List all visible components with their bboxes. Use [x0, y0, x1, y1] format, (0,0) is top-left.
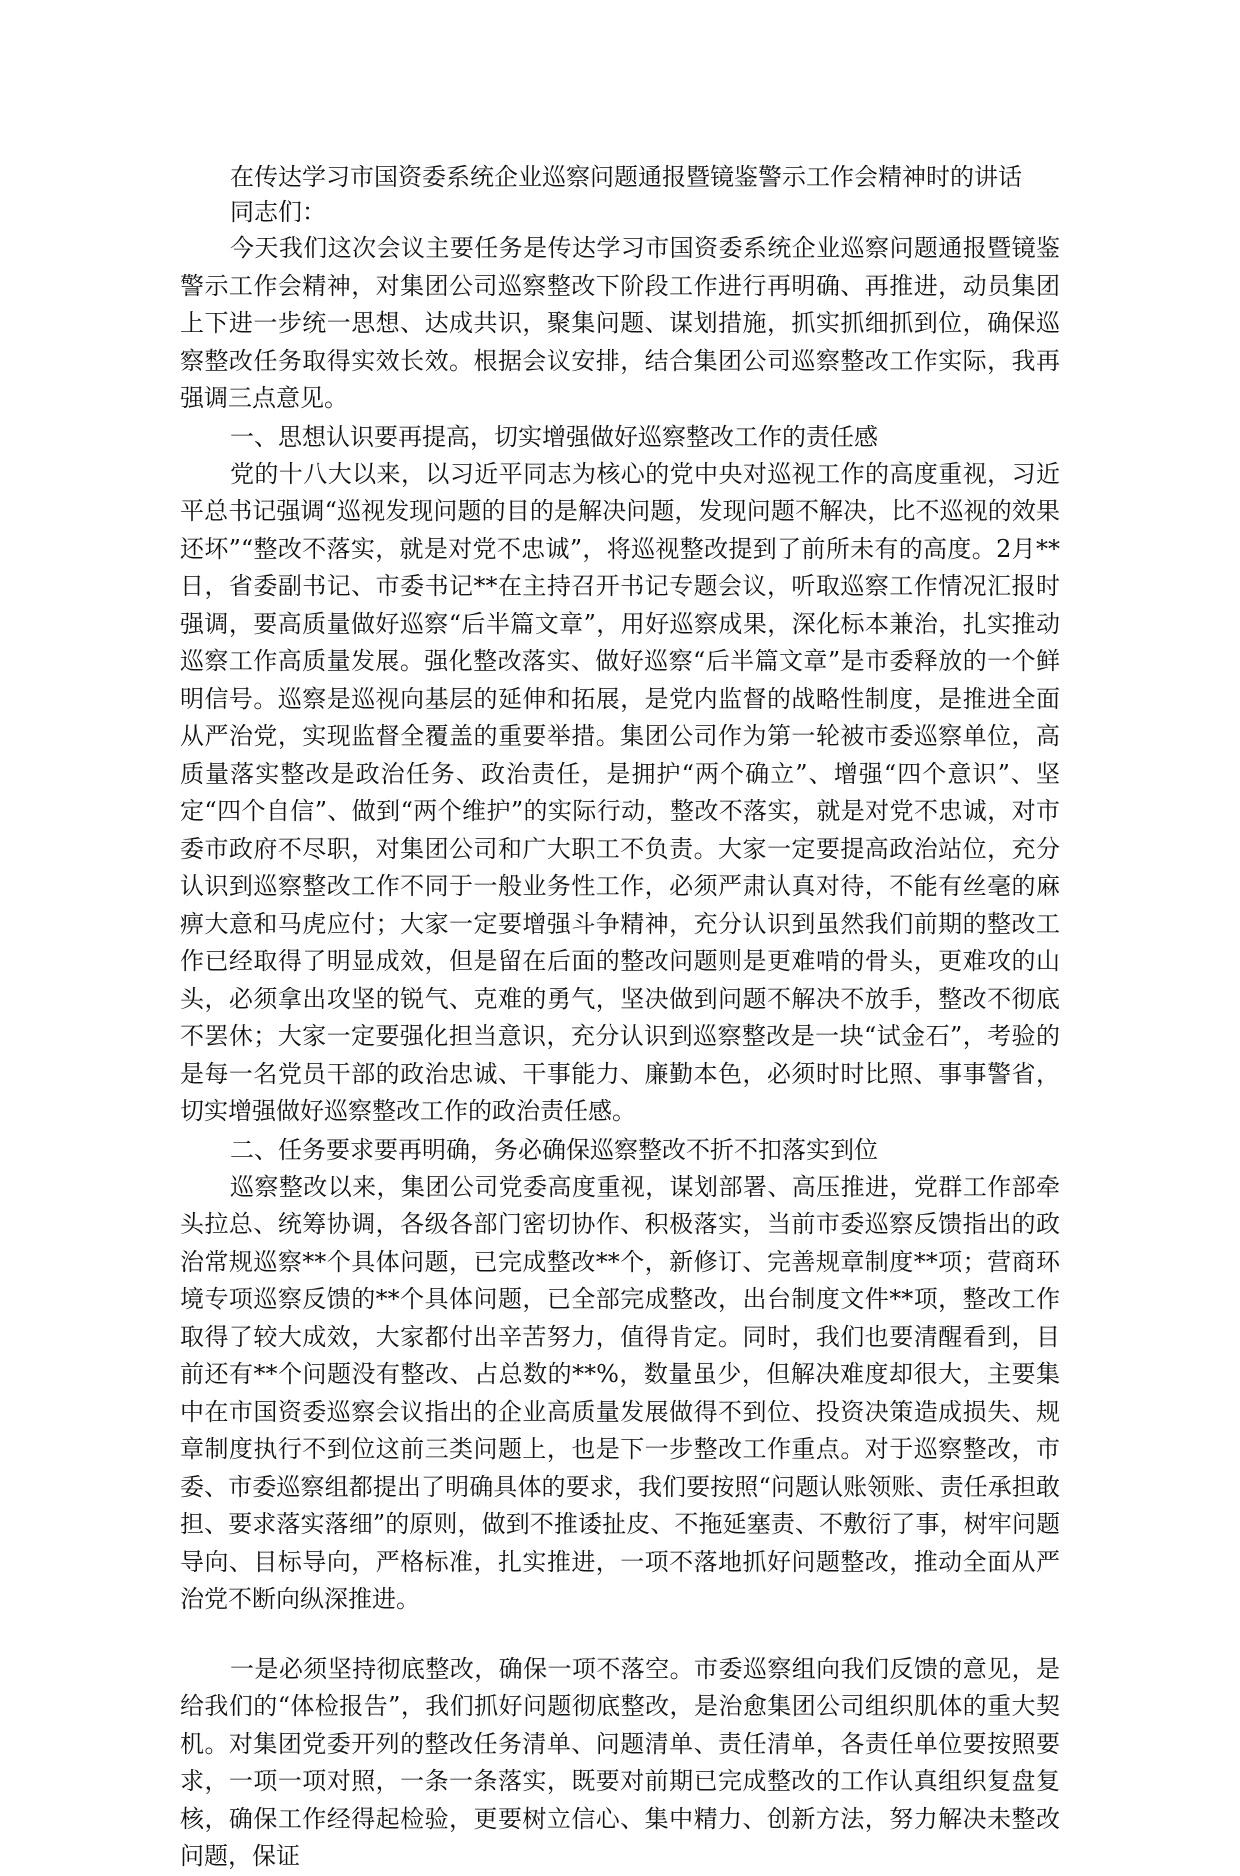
greeting: 同志们：: [230, 198, 326, 226]
document-title: 在传达学习市国资委系统企业巡察问题通报暨镜鉴警示工作会精神时的讲话: [230, 163, 1022, 191]
intro-paragraph: 今天我们这次会议主要任务是传达学习市国资委系统企业巡察问题通报暨镜鉴警示工作会精神，对集团公司巡察整改下阶段工作进行再明确、再推进，动员集团上下进一步统一思想、达成共识，聚集问题、谋划措施，抓实抓细抓到位，确保巡察整改任务取得实效长效。根据会议安排，结合集团公司巡察整改工作实际，我再强调三点意见。: [180, 234, 1060, 412]
section-2-paragraph: 巡察整改以来，集团公司党委高度重视，谋划部署、高压推进，党群工作部牵头拉总、统筹协调，各级各部门密切协作、积极落实，当前市委巡察反馈指出的政治常规巡察**个具体问题，已完成整改**个，新修订、完善规章制度**项；营商环境专项巡察反馈的**个具体问题，已全部完成整改，出台制度文件**项，整改工作取得了较大成效，大家都付出辛苦努力，值得肯定。同时，我们也要清醒看到，目前还有**个问题没有整改、占总数的**%，数量虽少，但解决难度却很大，主要集中在市国资委巡察会议指出的企业高质量发展做得不到位、投资决策造成损失、规章制度执行不到位这前三类问题上，也是下一步整改工作重点。对于巡察整改，市委、市委巡察组都提出了明确具体的要求，我们要按照“问题认账领账、责任承担敢担、要求落实落细”的原则，做到不推诿扯皮、不拖延塞责、不敷衍了事，树牢问题导向、目标导向，严格标准，扎实推进，一项不落地抓好问题整改，推动全面从严治党不断向纵深推进。: [180, 1172, 1060, 1613]
point-1-paragraph: 一是必须坚持彻底整改，确保一项不落空。市委巡察组向我们反馈的意见，是给我们的“体检报告”，我们抓好问题彻底整改，是治愈集团公司组织肌体的重大契机。对集团党委开列的整改任务清单、问题清单、责任清单，各责任单位要按照要求，一项一项对照，一条一条落实，既要对前期已完成整改的工作认真组织复盘复核，确保工作经得起检验，更要树立信心、集中精力、创新方法，努力解决未整改问题，保证: [180, 1654, 1060, 1870]
section-1-paragraph: 党的十八大以来，以习近平同志为核心的党中央对巡视工作的高度重视，习近平总书记强调“巡视发现问题的目的是解决问题，发现问题不解决，比不巡视的效果还坏”“整改不落实，就是对党不忠诚”，将巡视整改提到了前所未有的高度。2月**日，省委副书记、市委书记**在主持召开书记专题会议，听取巡察工作情况汇报时强调，要高质量做好巡察“后半篇文章”，用好巡察成果，深化标本兼治，扎实推动巡察工作高质量发展。强化整改落实、做好巡察“后半篇文章”是市委释放的一个鲜明信号。巡察是巡视向基层的延伸和拓展，是党内监督的战略性制度，是推进全面从严治党，实现监督全覆盖的重要举措。集团公司作为第一轮被市委巡察单位，高质量落实整改是政治任务、政治责任，是拥护“两个确立”、增强“四个意识”、坚定“四个自信”、做到“两个维护”的实际行动，整改不落实，就是对党不忠诚，对市委市政府不尽职，对集团公司和广大职工不负责。大家一定要提高政治站位，充分认识到巡察整改工作不同于一般业务性工作，必须严肃认真对待，不能有丝毫的麻痹大意和马虎应付；大家一定要增强斗争精神，充分认识到虽然我们前期的整改工作已经取得了明显成效，但是留在后面的整改问题则是更难啃的骨头，更难攻的山头，必须拿出攻坚的锐气、克难的勇气，坚决做到问题不解决不放手，整改不彻底不罢休；大家一定要强化担当意识，充分认识到巡察整改是一块“试金石”，考验的是每一名党员干部的政治忠诚、干事能力、廉勤本色，必须时时比照、事事警省，切实增强做好巡察整改工作的政治责任感。: [180, 459, 1060, 1125]
paragraph-spacer: [180, 1619, 1060, 1651]
section-1-heading: 一、思想认识要再提高，切实增强做好巡察整改工作的责任感: [230, 422, 878, 451]
section-2-heading: 二、任务要求要再明确，务必确保巡察整改不折不扣落实到位: [230, 1135, 878, 1164]
document-page: [180, 160, 1060, 1876]
